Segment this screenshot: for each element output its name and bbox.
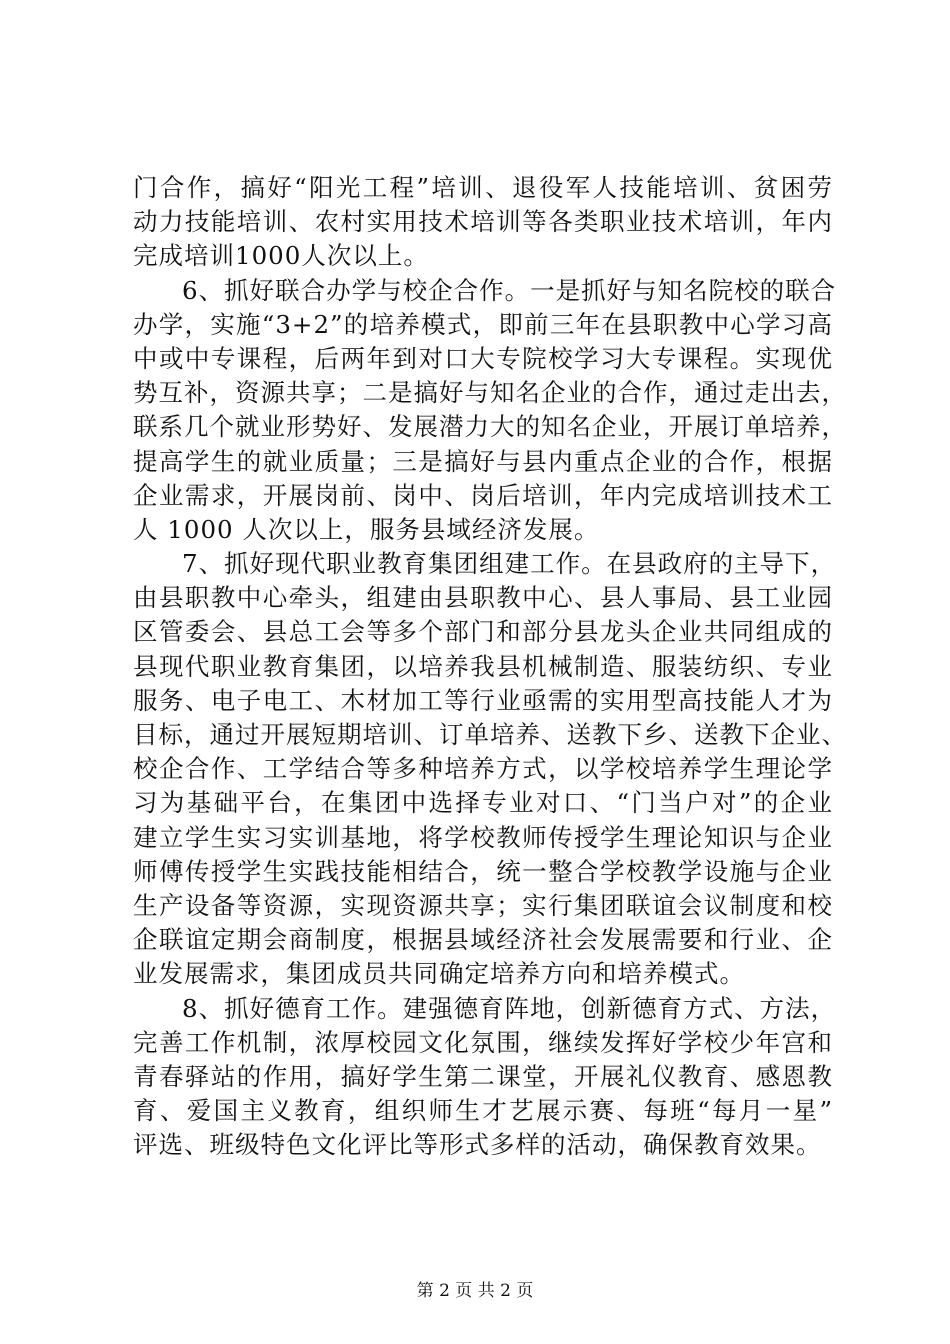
text-line: 校企合作、工学结合等多种培养方式，以学校培养学生理论学: [133, 754, 833, 784]
text-line: 6、抓好联合办学与校企合作。一是抓好与知名院校的联合: [182, 275, 837, 305]
text-line: 育、爱国主义教育，组织师生才艺展示赛、每班“每月一星”: [133, 1096, 833, 1126]
text-line: 习为基础平台，在集团中选择专业对口、“门当户对”的企业: [133, 788, 833, 818]
text-line: 7、抓好现代职业教育集团组建工作。在县政府的主导下，: [182, 549, 837, 579]
text-line: 服务、电子电工、木材加工等行业亟需的实用型高技能人才为: [133, 685, 833, 715]
text-line: 生产设备等资源，实现资源共享；实行集团联谊会议制度和校: [133, 890, 833, 920]
text-line: 门合作，搞好“阳光工程”培训、退役军人技能培训、贫困劳: [133, 173, 833, 202]
text-line: 区管委会、县总工会等多个部门和部分县龙头企业共同组成的: [133, 617, 833, 647]
text-line: 完善工作机制，浓厚校园文化氛围，继续发挥好学校少年宫和: [133, 1027, 833, 1057]
text-line: 动力技能培训、农村实用技术培训等各类职业技术培训，年内: [133, 207, 833, 237]
text-line: 县现代职业教育集团，以培养我县机械制造、服装纺织、专业: [133, 651, 833, 681]
page-footer: 第 2 页 共 2 页: [416, 1281, 534, 1301]
text-line: 中或中专课程，后两年到对口大专院校学习大专课程。实现优: [133, 343, 833, 373]
text-line: 由县职教中心牵头，组建由县职教中心、县人事局、县工业园: [133, 583, 833, 613]
text-line: 建立学生实习实训基地，将学校教师传授学生理论知识与企业: [133, 822, 833, 852]
text-line: 师傅传授学生实践技能相结合，统一整合学校教学设施与企业: [133, 856, 833, 886]
text-line: 青春驿站的作用，搞好学生第二课堂，开展礼仪教育、感恩教: [133, 1061, 833, 1091]
text-line: 企业需求，开展岗前、岗中、岗后培训，年内完成培训技术工: [133, 480, 833, 510]
text-line: 势互补，资源共享；二是搞好与知名企业的合作，通过走出去，: [133, 378, 847, 408]
document-body: [133, 171, 847, 1162]
text-line: 联系几个就业形势好、发展潜力大的知名企业，开展订单培养，: [133, 412, 847, 442]
text-line: 企联谊定期会商制度，根据县域经济社会发展需要和行业、企: [133, 925, 833, 955]
text-line: 8、抓好德育工作。建强德育阵地，创新德育方式、方法，: [182, 993, 837, 1023]
text-line: 目标，通过开展短期培训、订单培养、送教下乡、送教下企业、: [133, 720, 847, 749]
text-line: 提高学生的就业质量；三是搞好与县内重点企业的合作，根据: [133, 446, 833, 476]
text-line: 完成培训1000人次以上。: [133, 241, 429, 271]
text-line: 业发展需求，集团成员共同确定培养方向和培养模式。: [133, 959, 745, 989]
text-line: 人 1000 人次以上，服务县域经济发展。: [133, 514, 600, 544]
text-line: 评选、班级特色文化评比等形式多样的活动，确保教育效果。: [133, 1130, 822, 1160]
text-line: 办学，实施“3+2”的培养模式，即前三年在县职教中心学习高: [133, 309, 833, 339]
